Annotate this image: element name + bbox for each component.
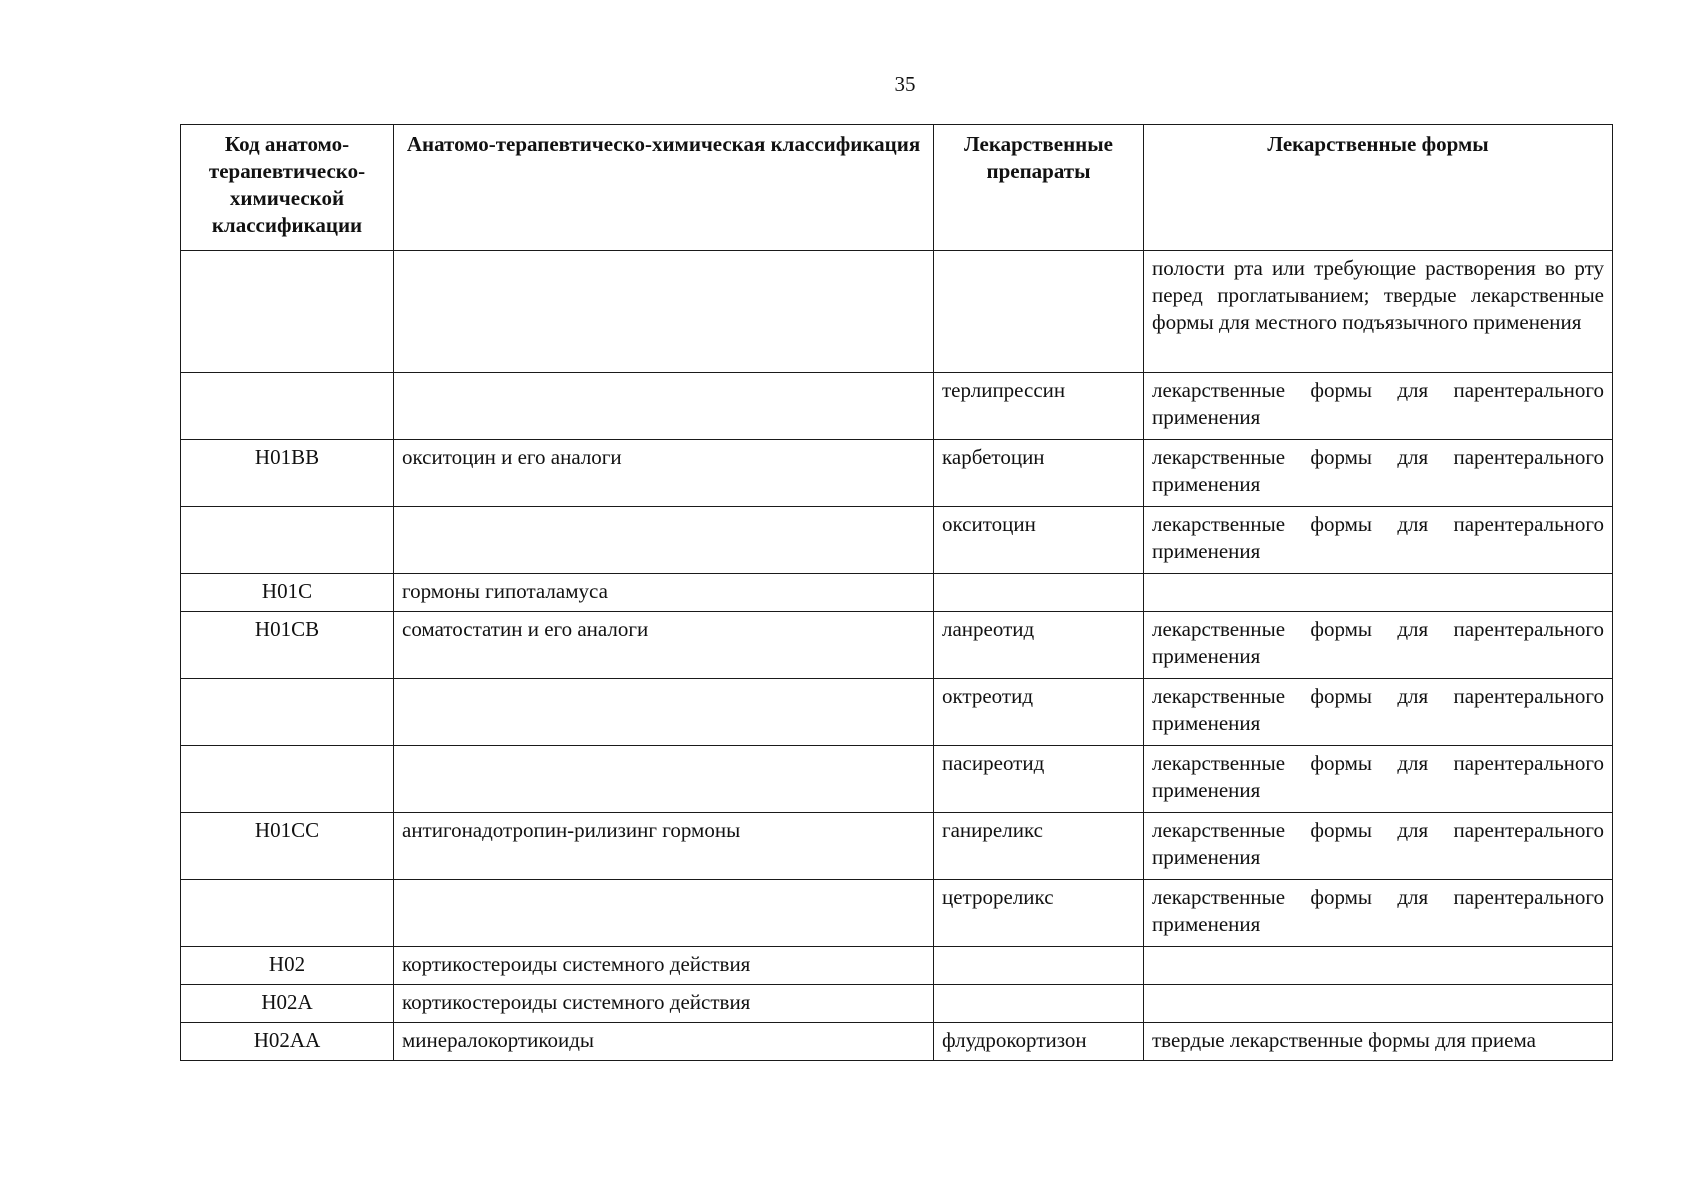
cell-classification: кортикостероиды системного действия: [394, 985, 934, 1023]
table-row: [181, 612, 1613, 679]
cell-code: [181, 251, 394, 373]
header-atc-classification: Анатомо-терапевтическо-химическая классификация: [394, 125, 934, 251]
header-drugs: Лекарственные препараты: [934, 125, 1144, 251]
cell-drug: ганиреликс: [934, 813, 1144, 880]
cell-forms: лекарственные формы для парентерального применения: [1144, 612, 1613, 679]
table-row: [181, 985, 1613, 1023]
cell-drug: флудрокортизон: [934, 1023, 1144, 1061]
cell-code: H02A: [181, 985, 394, 1023]
cell-code: [181, 746, 394, 813]
cell-drug: [934, 251, 1144, 373]
cell-classification: [394, 679, 934, 746]
table-header-row: [181, 125, 1613, 251]
cell-code: H01C: [181, 574, 394, 612]
cell-code: H01CB: [181, 612, 394, 679]
cell-forms: лекарственные формы для парентерального применения: [1144, 679, 1613, 746]
table-row: [181, 746, 1613, 813]
cell-forms: лекарственные формы для парентерального применения: [1144, 440, 1613, 507]
cell-forms: лекарственные формы для парентерального применения: [1144, 373, 1613, 440]
cell-code: [181, 679, 394, 746]
cell-forms: полости рта или требующие растворения во рту перед проглатыванием; твердые лекарственные формы для местного подъязычного применения: [1144, 251, 1613, 373]
cell-classification: минералокортикоиды: [394, 1023, 934, 1061]
cell-code: H02AA: [181, 1023, 394, 1061]
cell-classification: [394, 251, 934, 373]
cell-code: [181, 373, 394, 440]
cell-classification: гормоны гипоталамуса: [394, 574, 934, 612]
cell-forms: [1144, 985, 1613, 1023]
table-row: [181, 251, 1613, 373]
table-row: [181, 813, 1613, 880]
cell-code: H02: [181, 947, 394, 985]
table-row: [181, 574, 1613, 612]
cell-drug: терлипрессин: [934, 373, 1144, 440]
cell-drug: цетрореликс: [934, 880, 1144, 947]
cell-drug: окситоцин: [934, 507, 1144, 574]
table-row: [181, 679, 1613, 746]
cell-forms: [1144, 574, 1613, 612]
cell-drug: [934, 947, 1144, 985]
cell-classification: [394, 880, 934, 947]
cell-drug: [934, 574, 1144, 612]
cell-drug: октреотид: [934, 679, 1144, 746]
cell-forms: лекарственные формы для парентерального применения: [1144, 507, 1613, 574]
table-row: [181, 880, 1613, 947]
header-dosage-forms: Лекарственные формы: [1144, 125, 1613, 251]
cell-code: H01BB: [181, 440, 394, 507]
cell-classification: [394, 507, 934, 574]
cell-classification: окситоцин и его аналоги: [394, 440, 934, 507]
cell-classification: [394, 746, 934, 813]
table-row: [181, 440, 1613, 507]
cell-forms: лекарственные формы для парентерального применения: [1144, 746, 1613, 813]
cell-forms: твердые лекарственные формы для приема: [1144, 1023, 1613, 1061]
cell-forms: лекарственные формы для парентерального применения: [1144, 813, 1613, 880]
atc-classification-table: [180, 124, 1613, 1061]
cell-drug: карбетоцин: [934, 440, 1144, 507]
table-row: [181, 373, 1613, 440]
cell-classification: [394, 373, 934, 440]
cell-drug: [934, 985, 1144, 1023]
cell-code: [181, 507, 394, 574]
cell-code: [181, 880, 394, 947]
cell-classification: кортикостероиды системного действия: [394, 947, 934, 985]
cell-forms: лекарственные формы для парентерального применения: [1144, 880, 1613, 947]
cell-forms: [1144, 947, 1613, 985]
page-number: 35: [894, 72, 916, 96]
table-row: [181, 1023, 1613, 1061]
table-row: [181, 507, 1613, 574]
table-row: [181, 947, 1613, 985]
cell-classification: соматостатин и его аналоги: [394, 612, 934, 679]
cell-code: H01CC: [181, 813, 394, 880]
cell-drug: ланреотид: [934, 612, 1144, 679]
cell-classification: антигонадотропин-рилизинг гормоны: [394, 813, 934, 880]
cell-drug: пасиреотид: [934, 746, 1144, 813]
header-atc-code: Код анатомо-терапевтическо-химической классификации: [181, 125, 394, 251]
